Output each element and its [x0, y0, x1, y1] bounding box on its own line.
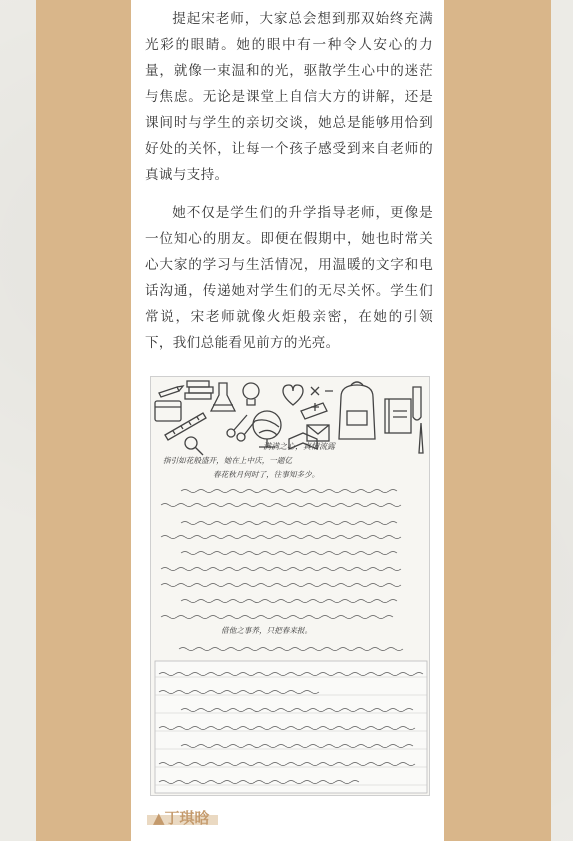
envelope-doodle-icon	[307, 425, 329, 441]
pencil-doodle-icon	[159, 386, 183, 397]
handwritten-letter-image	[150, 376, 430, 796]
article-paragraph-1: 提起宋老师，大家总会想到那双始终充满光彩的眼睛。她的眼中有一种令人安心的力量，就像一束温和的光，驱散学生心中的迷茫与焦虑。无论是课堂上自信大方的讲解，还是课间时与学生的亲切交谈，她总是能够用恰到好处的关怀，让每一个孩子感受到来自老师的真诚与支持。	[145, 11, 433, 183]
scissors-doodle-icon	[227, 415, 255, 441]
flask-doodle-icon	[211, 383, 235, 411]
letter-line-2: 春花秋月何时了，往事知多少。	[213, 470, 320, 479]
backpack-doodle-icon	[339, 382, 375, 439]
ruler-doodle-icon	[165, 413, 206, 440]
notebook-doodle-icon	[385, 399, 411, 433]
letter-signature-line: 借他之事养，只把春来报。	[221, 626, 313, 635]
letter-handwritten-title: 满满之心，真情流露	[263, 442, 335, 451]
books-doodle-icon	[185, 381, 213, 399]
letter-title-block	[163, 442, 337, 479]
image-caption: ▲丁琪晗	[147, 806, 218, 830]
plus-minus-doodle-icon	[311, 387, 333, 411]
handwriting-scribbles-upper	[161, 490, 401, 619]
magnifier-doodle-icon	[185, 437, 203, 455]
article-body	[145, 6, 433, 368]
test-tube-doodle-icon	[413, 387, 421, 420]
calendar-doodle-icon	[155, 401, 181, 421]
eraser-doodle-icon	[301, 403, 327, 419]
letter-line-1: 指引如花般盛开，她在上中庆，一题亿	[163, 456, 293, 465]
pen-doodle-icon	[419, 423, 423, 453]
heart-doodle-icon	[283, 385, 303, 405]
lined-paper-section	[155, 661, 427, 793]
article-paragraph-2: 她不仅是学生们的升学指导老师，更像是一位知心的朋友。即便在假期中，她也时常关心大家的学习与生活情况，用温暖的文字和电话沟通，传递她对学生们的无尽关怀。学生们常说，宋老师就像火炬般亲密，在她的引领下，我们总能看见前方的光亮。	[145, 205, 433, 351]
light-bulb-doodle-icon	[243, 383, 259, 405]
handwriting-scribbles-middle	[179, 648, 403, 651]
